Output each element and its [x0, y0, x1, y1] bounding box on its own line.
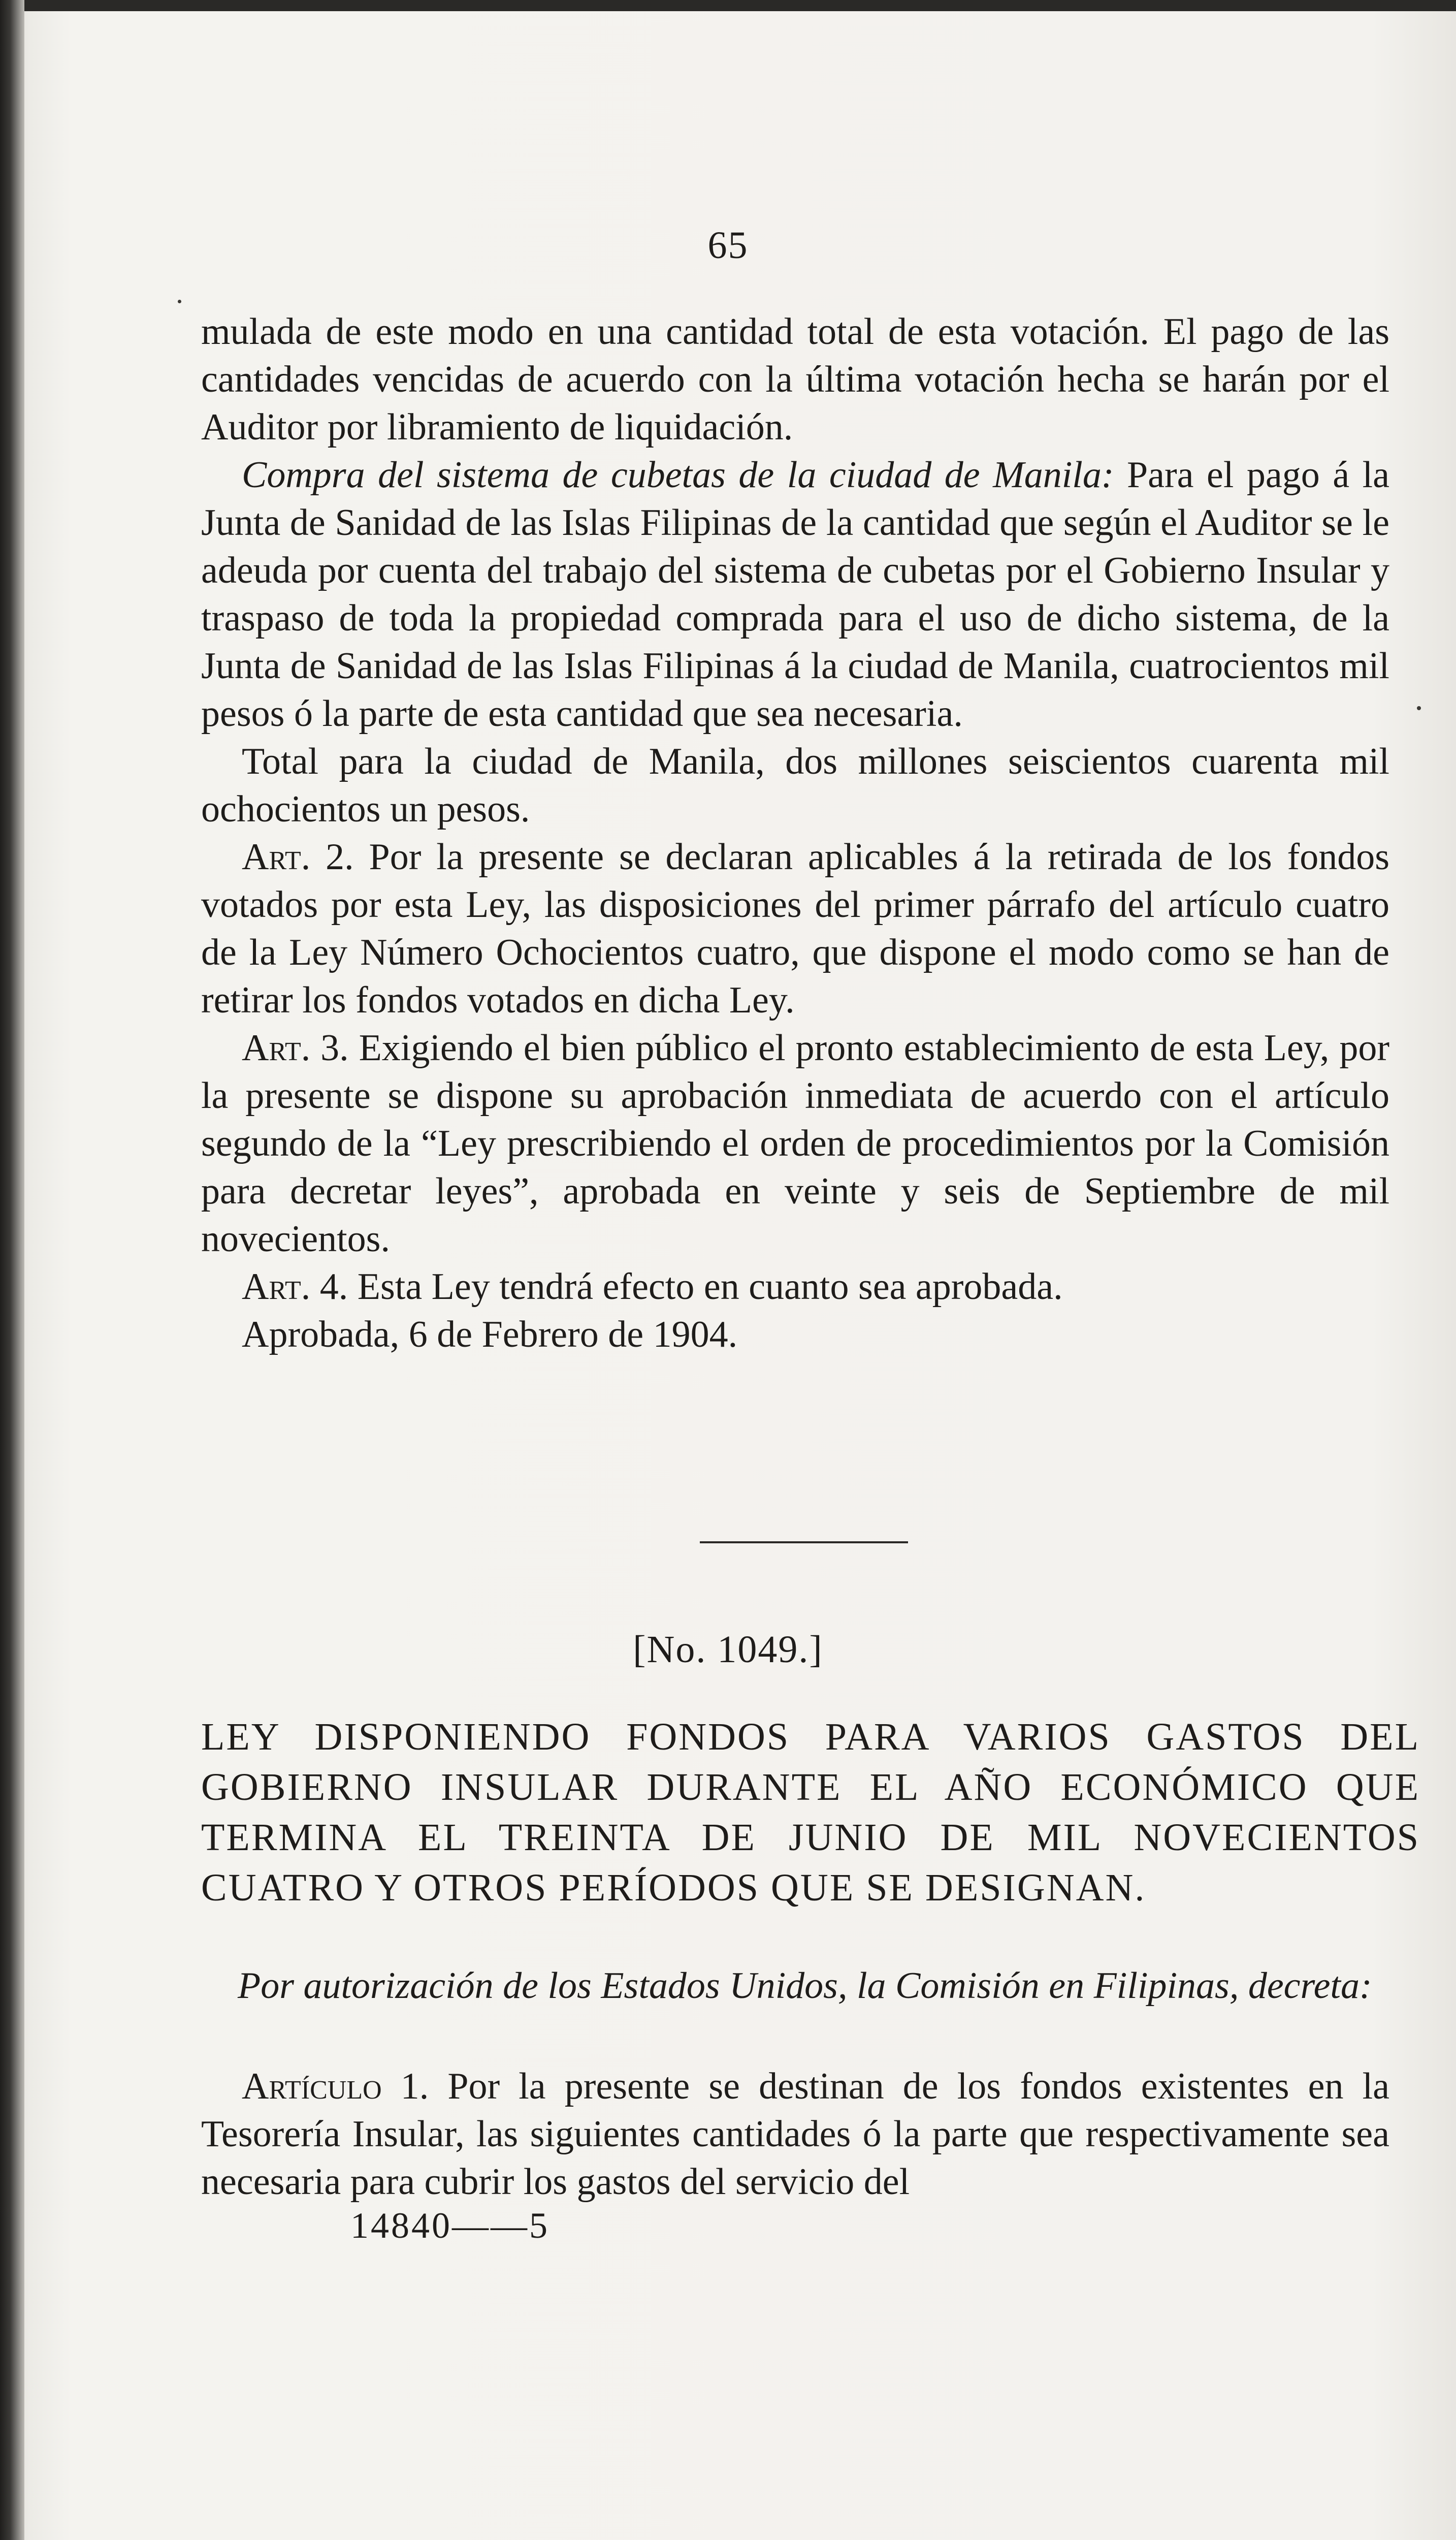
body-text [201, 308, 1389, 1358]
page-number: 65 [707, 224, 749, 267]
article-paragraph [201, 1024, 1389, 1263]
paragraph-text: Esta Ley tendrá efecto en cuanto sea aprobada. [348, 1266, 1063, 1308]
enacting-clause: Por autorización de los Estados Unidos, la Comisión en Filipinas, decreta: [238, 1965, 1372, 2007]
approval-date: Aprobada, 6 de Febrero de 1904. [242, 1314, 738, 1355]
paragraph: Total para la ciudad de Manila, dos millones seiscientos cuarenta mil ochocientos un pesos. [201, 741, 1389, 830]
paragraph: mulada de este modo en una cantidad total de esta votación. El pago de las cantidades vencidas de acuerdo con la última votación hecha se harán por el Auditor por libramiento de liquidación. [201, 311, 1389, 448]
ink-speck [1417, 706, 1421, 710]
article-lead: Art. 3. [242, 1027, 349, 1069]
page-top-edge [0, 0, 1456, 11]
article-paragraph [201, 1263, 1389, 1311]
ink-speck [178, 300, 181, 303]
article-lead: Art. 2. [242, 836, 354, 878]
print-signature: 14840——5 [350, 2205, 549, 2246]
article-paragraph [201, 833, 1389, 1024]
paragraph-text: Por la presente se declaran aplicables á la retirada de los fondos votados por esta Ley, las disposiciones del primer párrafo del artículo cuatro de la Ley Número Ochocientos cuatro, que dispone el modo como se han de retirar los fondos votados en dicha Ley. [201, 836, 1389, 1021]
paragraph-text: Para el pago á la Junta de Sanidad de las Islas Filipinas de la cantidad que según el Auditor se le adeuda por cuenta del trabajo del sistema de cubetas por el Gobierno Insular y traspaso de toda la propiedad comprada para el uso de dicho sistema, de la Junta de Sanidad de las Islas Filipinas á la ciudad de Manila, cuatrocientos mil pesos ó la parte de esta cantidad que sea necesaria. [201, 454, 1389, 735]
section-divider [700, 1541, 908, 1543]
law-title: LEY DISPONIENDO FONDOS PARA VARIOS GASTOS DEL GOBIERNO INSULAR DURANTE EL AÑO ECONÓMICO QUE TERMINA EL TREINTA DE JUNIO DE MIL NOVECIENTOS CUATRO Y OTROS PERÍODOS QUE SE DESIGNAN. [201, 1716, 1420, 1909]
article-1 [201, 2062, 1389, 2206]
article-lead: Artículo 1. [242, 2066, 429, 2107]
page-binding-edge [0, 0, 24, 2540]
paragraph-text: Exigiendo el bien público el pronto establecimiento de esta Ley, por la presente se dispone su aprobación inmediata de acuerdo con el artículo segundo de la “Ley prescribiendo el orden de procedimientos por la Comisión para decretar leyes”, aprobada en veinte y seis de Septiembre de mil novecientos. [201, 1027, 1389, 1260]
law-number: [No. 1049.] [633, 1628, 823, 1671]
article-lead: Art. 4. [242, 1266, 348, 1308]
paragraph-text: Por la presente se destinan de los fondos existentes en la Tesorería Insular, las siguientes cantidades ó la parte que respectivamente sea necesaria para cubrir los gastos del servicio del [201, 2066, 1389, 2203]
paragraph [201, 451, 1389, 738]
paragraph-lead: Compra del sistema de cubetas de la ciudad de Manila: [242, 454, 1114, 496]
